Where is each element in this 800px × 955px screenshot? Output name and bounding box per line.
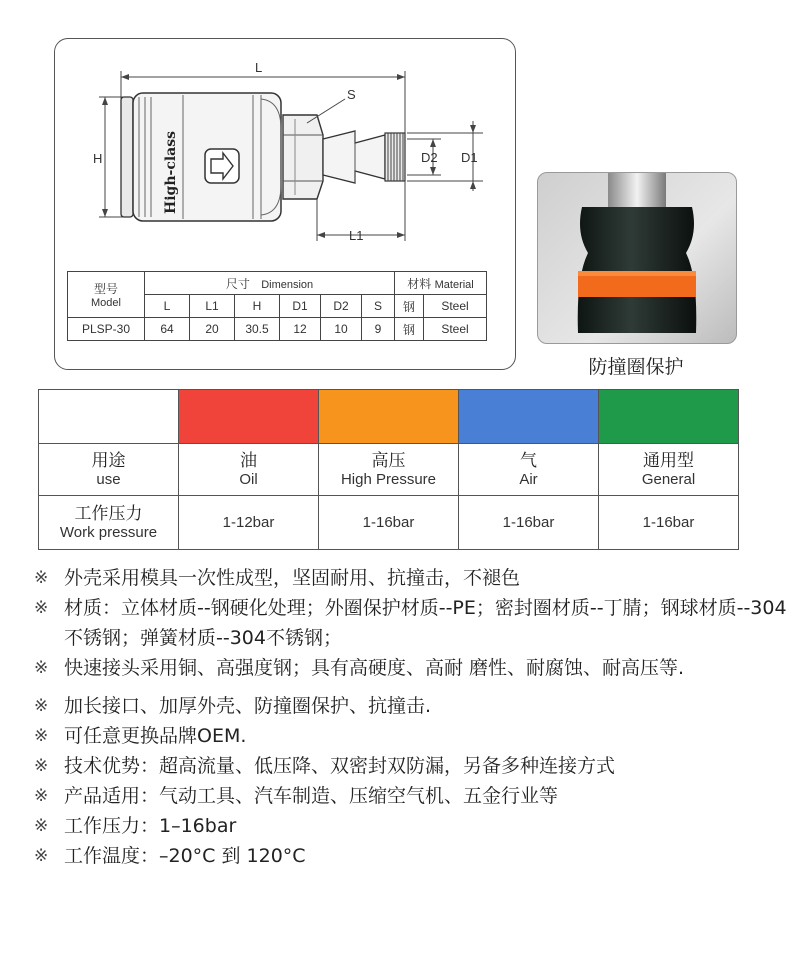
dim-D1-label: D1	[461, 150, 478, 165]
row-D2: 10	[321, 318, 362, 341]
use-air-cn: 气	[520, 450, 537, 471]
use-general-en: General	[641, 470, 696, 488]
usage-table	[38, 389, 739, 550]
use-general-cell	[599, 444, 739, 496]
note-text: 可任意更换品牌OEM.	[64, 725, 247, 747]
spec-table	[67, 271, 487, 341]
list-item	[34, 841, 794, 871]
note-text: 技术优势：超高流量、低压降、双密封双防漏，另备多种连接方式	[64, 755, 616, 777]
high-pressure-color-swatch	[319, 390, 459, 444]
reference-mark-icon: ※	[34, 568, 49, 588]
note-text: 外壳采用模具一次性成型，坚固耐用、抗撞击，不褪色	[64, 567, 521, 589]
dimension-header-en: Dimension	[261, 278, 314, 291]
dim-L1-label: L1	[349, 228, 364, 243]
pressure-oil: 1-12bar	[179, 496, 319, 550]
use-general-cn: 通用型	[643, 450, 694, 471]
use-label-cn: 用途	[91, 450, 126, 471]
pressure-general: 1-16bar	[599, 496, 739, 550]
list-item	[34, 721, 794, 751]
material-header	[395, 272, 487, 295]
pressure-label-cn: 工作压力	[74, 503, 143, 524]
list-item	[34, 653, 794, 683]
note-text: 加长接口、加厚外壳、防撞圈保护、抗撞击.	[64, 695, 432, 717]
row-D1: 12	[280, 318, 321, 341]
use-high-pressure-en: High Pressure	[340, 470, 437, 488]
list-item	[34, 563, 794, 593]
use-label-cell	[39, 444, 179, 496]
reference-mark-icon: ※	[34, 696, 49, 716]
product-photo	[537, 172, 737, 344]
table-row	[39, 496, 739, 550]
material-cn-1: 钢	[395, 295, 424, 318]
air-color-swatch	[459, 390, 599, 444]
note-text: 产品适用：气动工具、汽车制造、压缩空气机、五金行业等	[64, 785, 559, 807]
dim-S-label: S	[347, 87, 356, 102]
pressure-label-en: Work pressure	[59, 523, 158, 541]
use-high-pressure-cell	[319, 444, 459, 496]
model-header	[68, 272, 145, 318]
row-material-en: Steel	[424, 318, 487, 341]
table-row	[68, 318, 487, 341]
use-high-pressure-cn: 高压	[371, 450, 406, 471]
model-header-en: Model	[91, 297, 121, 309]
list-item	[34, 691, 794, 721]
reference-mark-icon: ※	[34, 786, 49, 806]
model-header-cn: 型号	[93, 282, 118, 296]
row-model: PLSP-30	[68, 318, 145, 341]
table-row	[39, 444, 739, 496]
reference-mark-icon: ※	[34, 756, 49, 776]
reference-mark-icon: ※	[34, 658, 49, 678]
reference-mark-icon: ※	[34, 726, 49, 746]
material-header-cn: 材料	[407, 276, 432, 291]
use-air-cell	[459, 444, 599, 496]
col-header-S: S	[362, 295, 395, 318]
list-item	[34, 751, 794, 781]
col-header-L: L	[145, 295, 190, 318]
material-en-1: Steel	[424, 295, 487, 318]
col-header-H: H	[235, 295, 280, 318]
dim-D2-label: D2	[421, 150, 438, 165]
row-L: 64	[145, 318, 190, 341]
dim-L-label: L	[255, 60, 263, 75]
brand-text: High-class	[163, 130, 179, 214]
technical-drawing-card	[54, 38, 516, 370]
col-header-L1: L1	[190, 295, 235, 318]
col-header-D1: D1	[280, 295, 321, 318]
dim-H-label: H	[93, 151, 103, 166]
dimension-header-cn: 尺寸	[225, 276, 250, 291]
use-oil-cell	[179, 444, 319, 496]
list-item	[34, 781, 794, 811]
use-oil-en: Oil	[239, 470, 258, 488]
row-L1: 20	[190, 318, 235, 341]
row-S: 9	[362, 318, 395, 341]
reference-mark-icon: ※	[34, 598, 49, 618]
general-color-swatch	[599, 390, 739, 444]
row-H: 30.5	[235, 318, 280, 341]
photo-caption: 防撞圈保护	[588, 356, 684, 378]
note-text: 材质：立体材质--钢硬化处理；外圈保护材质--PE；密封圈材质--丁腈；钢球材质--304不锈钢；弹簧材质--304不锈钢；	[64, 597, 787, 649]
pressure-label-cell	[39, 496, 179, 550]
material-header-en: Material	[434, 278, 474, 291]
use-air-en: Air	[519, 470, 538, 488]
use-oil-cn: 油	[240, 450, 257, 471]
feature-notes-list	[34, 563, 794, 871]
oil-color-swatch	[179, 390, 319, 444]
blank-corner-cell	[39, 390, 179, 444]
coupler-photo-illustration	[538, 173, 736, 343]
use-label-en: use	[96, 470, 121, 488]
list-item	[34, 593, 794, 653]
col-header-D2: D2	[321, 295, 362, 318]
note-text: 工作温度：–20°C 到 120°C	[64, 845, 306, 867]
pressure-air: 1-16bar	[459, 496, 599, 550]
arrow-badge-icon	[205, 149, 239, 183]
list-item	[34, 811, 794, 841]
reference-mark-icon: ※	[34, 846, 49, 866]
note-text: 快速接头采用铜、高强度钢；具有高硬度、高耐 磨性、耐腐蚀、耐高压等.	[64, 657, 685, 679]
note-text: 工作压力：1–16bar	[64, 815, 237, 837]
row-material-cn: 钢	[395, 318, 424, 341]
dimension-header	[145, 272, 395, 295]
reference-mark-icon: ※	[34, 816, 49, 836]
pressure-high-pressure: 1-16bar	[319, 496, 459, 550]
